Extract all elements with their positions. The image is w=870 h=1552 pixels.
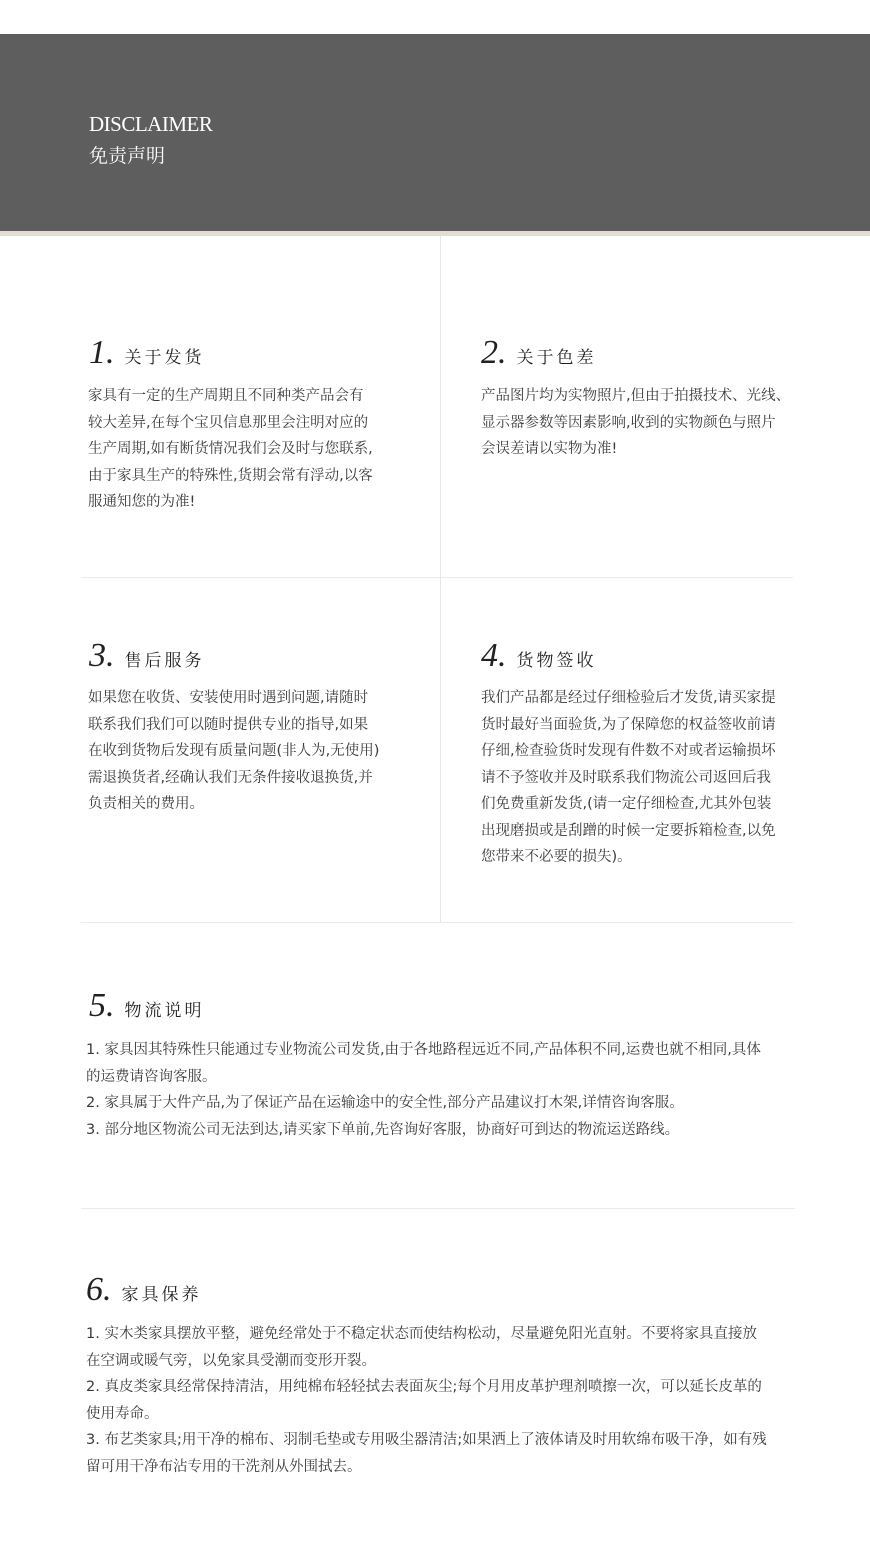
section-6-body xyxy=(86,1321,806,1480)
list-item: 1. 实木类家具摆放平整，避免经常处于不稳定状态而使结构松动，尽量避免阳光直射。不要将家具直接放 xyxy=(86,1326,757,1342)
list-item: 使用寿命。 xyxy=(86,1405,159,1422)
text-line: 们免费重新发货,(请一定仔细检查,尤其外包装 xyxy=(481,796,772,812)
text-line: 服通知您的为准! xyxy=(88,494,196,510)
section-number: 5. xyxy=(89,987,115,1024)
text-line: 产品图片均为实物照片,但由于拍摄技术、光线、 xyxy=(481,388,791,404)
section-number: 1. xyxy=(89,334,115,371)
section-title: 家具保养 xyxy=(121,1285,202,1305)
section-4-body xyxy=(481,685,776,871)
list-item: 的运费请咨询客服。 xyxy=(86,1068,217,1085)
section-4-heading xyxy=(481,639,597,673)
section-5-body xyxy=(86,1037,806,1143)
section-5-heading xyxy=(89,989,205,1023)
list-item: 在空调或暖气旁，以免家具受潮而变形开裂。 xyxy=(86,1352,376,1369)
text-line: 较大差异,在每个宝贝信息那里会注明对应的 xyxy=(88,414,369,431)
text-line: 在收到货物后发现有质量问题(非人为,无使用) xyxy=(88,743,380,759)
title-chinese: 免责声明 xyxy=(89,145,166,167)
section-number: 4. xyxy=(481,637,507,674)
section-3-heading xyxy=(89,639,205,673)
section-title: 物流说明 xyxy=(124,1001,205,1021)
column-divider xyxy=(440,236,441,922)
section-title: 售后服务 xyxy=(124,651,205,671)
header-divider xyxy=(0,231,870,236)
section-1-heading xyxy=(89,336,205,370)
list-item: 留可用干净布沾专用的干洗剂从外围拭去。 xyxy=(86,1458,362,1475)
row-divider-2 xyxy=(81,922,793,923)
text-line: 出现磨损或是刮蹭的时候一定要拆箱检查,以免 xyxy=(481,822,776,839)
list-item: 1. 家具因其特殊性只能通过专业物流公司发货,由于各地路程远近不同,产品体积不同,运费也就不相同,具体 xyxy=(86,1042,761,1058)
text-line: 联系我们我们可以随时提供专业的指导,如果 xyxy=(88,716,369,733)
text-line: 仔细,检查验货时发现有件数不对或者运输损坏 xyxy=(481,743,776,759)
section-title: 货物签收 xyxy=(516,651,597,671)
text-line: 显示器参数等因素影响,收到的实物颜色与照片 xyxy=(481,414,776,431)
text-line: 会误差请以实物为准! xyxy=(481,441,618,457)
section-6-heading xyxy=(86,1273,202,1307)
text-line: 您带来不必要的损失)。 xyxy=(481,849,632,865)
text-line: 家具有一定的生产周期且不同种类产品会有 xyxy=(88,388,364,404)
text-line: 如果您在收货、安装使用时遇到问题,请随时 xyxy=(88,690,369,706)
section-3-body xyxy=(88,685,379,818)
text-line: 货时最好当面验货,为了保障您的权益签收前请 xyxy=(481,716,776,733)
section-number: 6. xyxy=(86,1271,112,1308)
section-2-body xyxy=(481,383,790,463)
text-line: 由于家具生产的特殊性,货期会常有浮动,以客 xyxy=(88,467,373,484)
list-item: 2. 家具属于大件产品,为了保证产品在运输途中的安全性,部分产品建议打木架,详情咨询客服。 xyxy=(86,1095,684,1111)
section-2-heading xyxy=(481,336,597,370)
section-1-body xyxy=(88,383,373,516)
text-line: 需退换货者,经确认我们无条件接收退换货,并 xyxy=(88,769,373,786)
text-line: 请不予签收并及时联系我们物流公司返回后我 xyxy=(481,769,771,786)
section-title: 关于色差 xyxy=(516,348,597,368)
section-number: 3. xyxy=(89,637,115,674)
row-divider-3 xyxy=(81,1208,795,1209)
row-divider-1 xyxy=(81,577,793,578)
section-title: 关于发货 xyxy=(124,348,205,368)
list-item: 3. 部分地区物流公司无法到达,请买家下单前,先咨询好客服，协商好可到达的物流运送路线。 xyxy=(86,1121,680,1138)
section-number: 2. xyxy=(481,334,507,371)
text-line: 负责相关的费用。 xyxy=(88,796,204,812)
title-english: DISCLAIMER xyxy=(89,112,213,136)
list-item: 3. 布艺类家具;用干净的棉布、羽制毛垫或专用吸尘器清洁;如果洒上了液体请及时用软绵布吸干净，如有残 xyxy=(86,1432,767,1448)
list-item: 2. 真皮类家具经常保持清洁，用纯棉布轻轻拭去表面灰尘;每个月用皮革护理剂喷擦一次，可以延长皮革的 xyxy=(86,1379,762,1395)
text-line: 生产周期,如有断货情况我们会及时与您联系, xyxy=(88,441,373,457)
text-line: 我们产品都是经过仔细检验后才发货,请买家提 xyxy=(481,690,776,706)
